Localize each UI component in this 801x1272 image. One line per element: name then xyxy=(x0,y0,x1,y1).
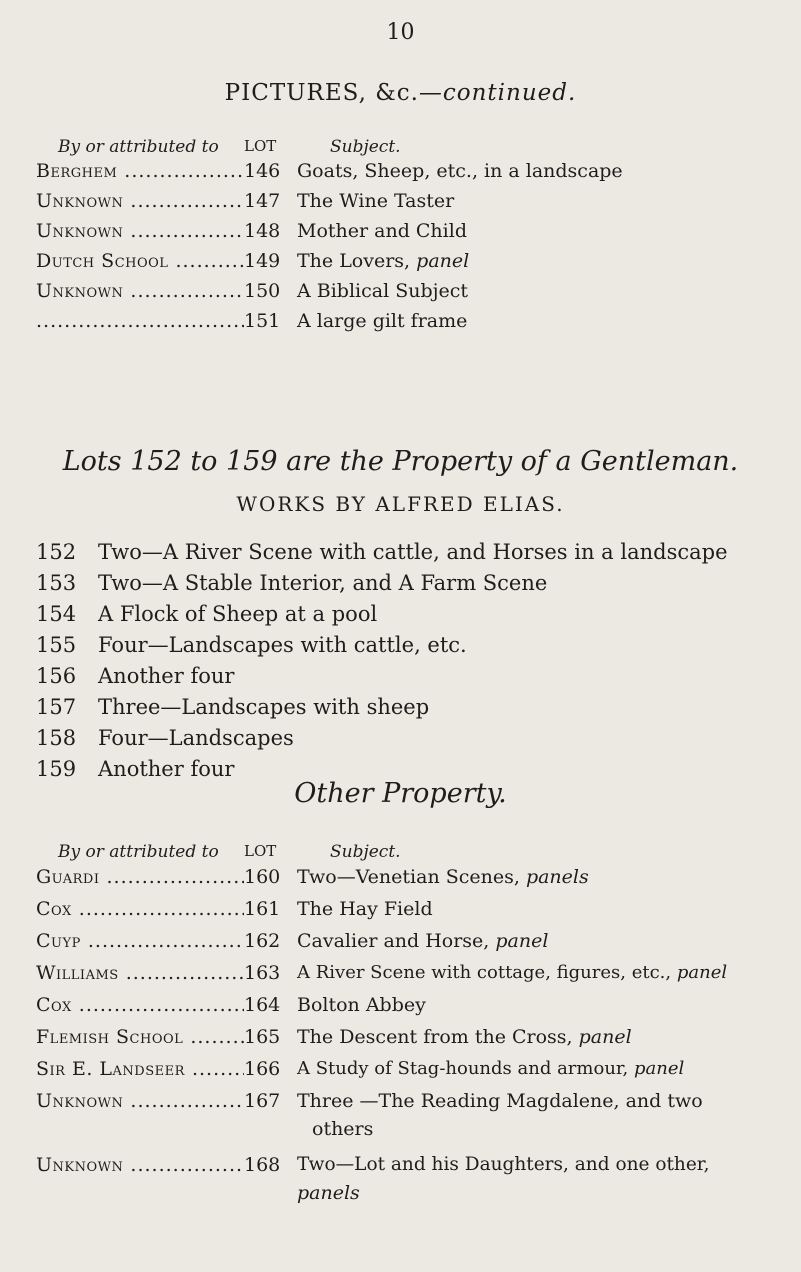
artist-name: Flemish School ..... xyxy=(36,1026,244,1048)
other-property-heading: Other Property. xyxy=(294,778,507,809)
lot-number: 159 xyxy=(36,757,77,781)
artist-name: Unknown ..... xyxy=(36,1154,244,1176)
artist-name: Unknown ..... xyxy=(36,280,244,302)
page-number: 10 xyxy=(386,20,415,45)
artist-name: Guardi ..... xyxy=(36,866,244,888)
lot-number: 151 xyxy=(244,310,296,332)
subject: A Biblical Subject xyxy=(297,280,469,302)
lot-number: 150 xyxy=(244,280,296,302)
lot-number: 149 xyxy=(244,250,296,272)
table-row xyxy=(0,250,801,280)
list-item xyxy=(36,695,429,725)
artist-name: Unknown ..... xyxy=(36,1090,244,1112)
lot-number: 166 xyxy=(244,1058,296,1080)
list-item xyxy=(36,664,234,694)
table-row xyxy=(0,190,801,220)
artist-name xyxy=(36,310,244,332)
list-item xyxy=(36,633,467,663)
list-item xyxy=(36,602,377,632)
artist-name: Cox ..... xyxy=(36,994,244,1016)
lot-number: 165 xyxy=(244,1026,296,1048)
header-artist: By or attributed to xyxy=(58,137,219,157)
artist-name: Berghem ..... xyxy=(36,160,244,182)
item-text: Two—A River Scene with cattle, and Horses in a landscape xyxy=(98,540,728,564)
table-row xyxy=(0,898,801,928)
table-row xyxy=(0,1026,801,1056)
header-subject: Subject. xyxy=(330,842,401,862)
lot-number: 168 xyxy=(244,1154,296,1176)
subject: The Lovers, panel xyxy=(297,250,470,272)
lot-number: 164 xyxy=(244,994,296,1016)
item-text: Three—Landscapes with sheep xyxy=(98,695,430,719)
lot-number: 153 xyxy=(36,571,77,595)
lot-number: 146 xyxy=(244,160,296,182)
lot-number: 156 xyxy=(36,664,77,688)
subject: Three —The Reading Magdalene, and two xyxy=(297,1090,703,1112)
lot-number: 148 xyxy=(244,220,296,242)
subject: Bolton Abbey xyxy=(297,994,426,1016)
table-row xyxy=(0,962,801,992)
subject: The Hay Field xyxy=(297,898,433,920)
lot-number: 158 xyxy=(36,726,77,750)
header-subject: Subject. xyxy=(330,137,401,157)
lot-number: 163 xyxy=(244,962,296,984)
item-text: Another four xyxy=(98,757,235,781)
artist-name: Unknown ..... xyxy=(36,220,244,242)
artist-name: Williams ..... xyxy=(36,962,244,984)
subject: A River Scene with cottage, figures, etc., panel xyxy=(297,962,728,983)
subject-continued: panels xyxy=(297,1182,360,1204)
artist-name: Sir E. Landseer ..... xyxy=(36,1058,244,1080)
lot-number: 161 xyxy=(244,898,296,920)
lot-number: 155 xyxy=(36,633,77,657)
lot-number: 152 xyxy=(36,540,77,564)
lot-number: 147 xyxy=(244,190,296,212)
table-row xyxy=(0,1154,801,1184)
artist-name: Dutch School ..... xyxy=(36,250,244,272)
lot-number: 160 xyxy=(244,866,296,888)
subject: The Wine Taster xyxy=(297,190,455,212)
header-lot: LOT xyxy=(244,842,277,860)
title-continued: —continued. xyxy=(418,80,577,106)
subject: Two—Venetian Scenes, panels xyxy=(297,866,589,888)
subject: Two—Lot and his Daughters, and one other, xyxy=(297,1154,710,1175)
subject: The Descent from the Cross, panel xyxy=(297,1026,632,1048)
item-text: A Flock of Sheep at a pool xyxy=(98,602,378,626)
table-row xyxy=(0,160,801,190)
lot-number: 162 xyxy=(244,930,296,952)
table-row xyxy=(0,280,801,310)
artist-name: Cuyp ..... xyxy=(36,930,244,952)
header-artist: By or attributed to xyxy=(58,842,219,862)
page-title xyxy=(0,80,801,106)
table-row xyxy=(0,1058,801,1088)
lot-number: 154 xyxy=(36,602,77,626)
subject-continued: others xyxy=(312,1118,374,1140)
item-text: Four—Landscapes with cattle, etc. xyxy=(98,633,467,657)
table-row xyxy=(0,220,801,250)
lots-note: Lots 152 to 159 are the Property of a Gentleman. xyxy=(62,446,739,477)
table-row xyxy=(0,994,801,1024)
list-item xyxy=(36,540,728,570)
item-text: Another four xyxy=(98,664,235,688)
table-row xyxy=(0,930,801,960)
lot-number: 167 xyxy=(244,1090,296,1112)
title-main: PICTURES, &c. xyxy=(224,80,419,106)
subject: Cavalier and Horse, panel xyxy=(297,930,549,952)
works-heading: WORKS BY ALFRED ELIAS. xyxy=(236,492,565,516)
subject: Mother and Child xyxy=(297,220,467,242)
header-lot: LOT xyxy=(244,137,277,155)
lot-number: 157 xyxy=(36,695,77,719)
item-text: Four—Landscapes xyxy=(98,726,294,750)
table-row xyxy=(0,1090,801,1120)
item-text: Two—A Stable Interior, and A Farm Scene xyxy=(98,571,548,595)
table-row xyxy=(0,310,801,340)
subject: Goats, Sheep, etc., in a landscape xyxy=(297,160,623,182)
artist-name: Cox ..... xyxy=(36,898,244,920)
artist-name: Unknown ..... xyxy=(36,190,244,212)
subject: A Study of Stag-hounds and armour, panel xyxy=(297,1058,685,1079)
table-row xyxy=(0,866,801,896)
list-item xyxy=(36,571,547,601)
list-item xyxy=(36,726,294,756)
subject: A large gilt frame xyxy=(297,310,468,332)
